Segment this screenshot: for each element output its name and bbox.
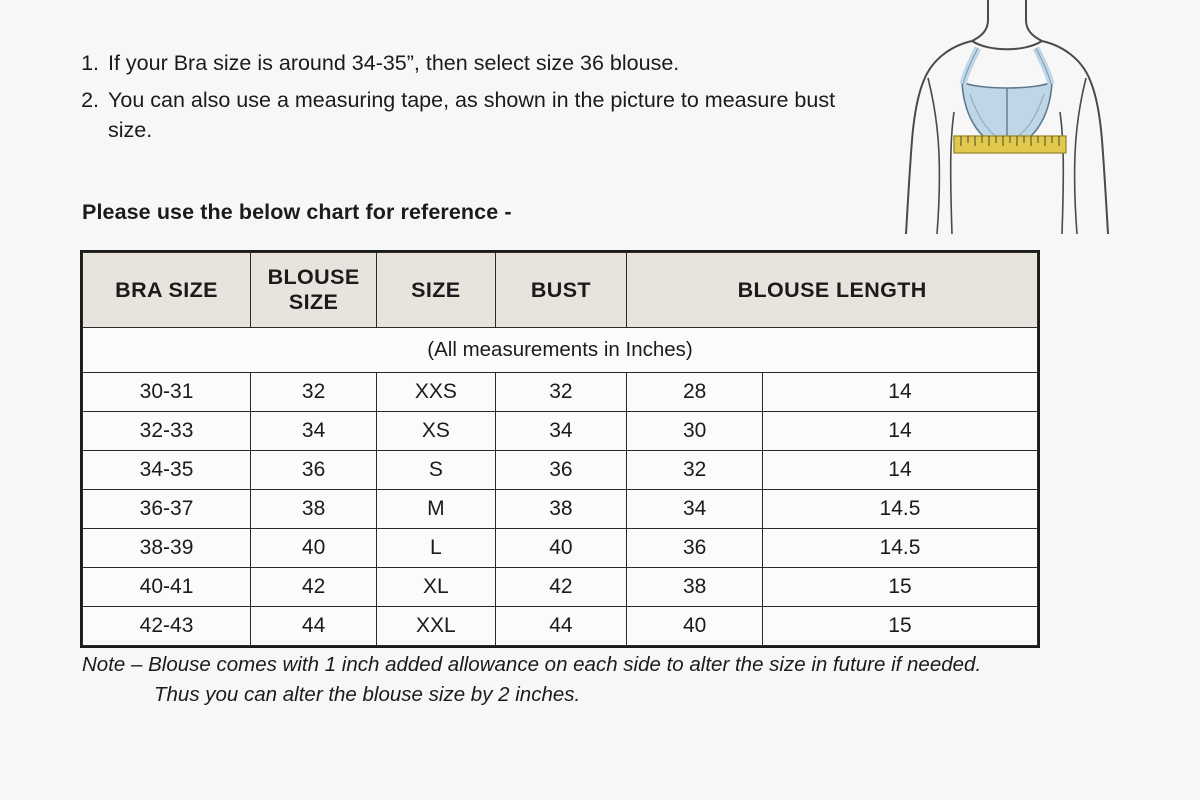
column-header-size: SIZE: [377, 253, 495, 328]
column-header-blouse-size: BLOUSE SIZE: [251, 253, 377, 328]
column-header-blouse-length: BLOUSE LENGTH: [627, 253, 1038, 328]
cell-blouse-size: 34: [251, 412, 377, 451]
list-item-number: 1.: [81, 51, 99, 75]
cell-bra-size: 34-35: [83, 451, 251, 490]
cell-size: L: [377, 529, 495, 568]
cell-bra-size: 32-33: [83, 412, 251, 451]
column-header-bra-size: BRA SIZE: [83, 253, 251, 328]
cell-blouse-length: 14: [762, 373, 1037, 412]
cell-bust-size: 34: [495, 412, 627, 451]
table-units-row: [83, 328, 1038, 373]
cell-blouse-length: 15: [762, 568, 1037, 607]
table-body: [83, 328, 1038, 646]
cell-blouse-size: 42: [251, 568, 377, 607]
cell-bust: 32: [627, 451, 763, 490]
cell-bust: 34: [627, 490, 763, 529]
cell-blouse-size: 40: [251, 529, 377, 568]
cell-blouse-size: 44: [251, 607, 377, 646]
cell-size: S: [377, 451, 495, 490]
table-row: [83, 412, 1038, 451]
cell-bra-size: 30-31: [83, 373, 251, 412]
table-row: [83, 529, 1038, 568]
cell-size: XL: [377, 568, 495, 607]
list-item-text: You can also use a measuring tape, as shown in the picture to measure bust size.: [108, 87, 836, 143]
cell-bust-size: 42: [495, 568, 627, 607]
cell-bra-size: 40-41: [83, 568, 251, 607]
cell-blouse-length: 14.5: [762, 490, 1037, 529]
cell-bust: 38: [627, 568, 763, 607]
cell-bust: 40: [627, 607, 763, 646]
table-row: [83, 568, 1038, 607]
size-chart-table: [82, 252, 1038, 646]
list-item: [78, 48, 868, 79]
table-row: [83, 490, 1038, 529]
units-label: (All measurements in Inches): [83, 328, 1038, 373]
cell-bra-size: 36-37: [83, 490, 251, 529]
table-row: [83, 451, 1038, 490]
note-line-1: Note – Blouse comes with 1 inch added allowance on each side to alter the size in future if needed.: [82, 653, 982, 676]
column-header-bust: BUST: [495, 253, 627, 328]
torso-illustration-svg: [892, 0, 1122, 244]
measuring-tape-icon: [954, 136, 1066, 153]
table-row: [83, 373, 1038, 412]
cell-bust: 28: [627, 373, 763, 412]
cell-blouse-size: 38: [251, 490, 377, 529]
instructions-list: [78, 48, 868, 152]
torso-with-measuring-tape-icon: [892, 0, 1122, 239]
table-row: [83, 607, 1038, 646]
cell-size: M: [377, 490, 495, 529]
cell-blouse-size: 36: [251, 451, 377, 490]
cell-size: XXS: [377, 373, 495, 412]
cell-bust-size: 44: [495, 607, 627, 646]
table-header: [83, 253, 1038, 328]
cell-blouse-length: 15: [762, 607, 1037, 646]
size-chart-table-container: [80, 250, 1040, 648]
cell-blouse-length: 14: [762, 412, 1037, 451]
cell-bust: 30: [627, 412, 763, 451]
list-item: [78, 85, 868, 146]
cell-bust-size: 32: [495, 373, 627, 412]
cell-bra-size: 42-43: [83, 607, 251, 646]
list-item-text: If your Bra size is around 34-35”, then select size 36 blouse.: [108, 51, 680, 75]
cell-blouse-length: 14.5: [762, 529, 1037, 568]
cell-blouse-length: 14: [762, 451, 1037, 490]
cell-size: XS: [377, 412, 495, 451]
cell-bra-size: 38-39: [83, 529, 251, 568]
cell-blouse-size: 32: [251, 373, 377, 412]
table-header-row: [83, 253, 1038, 328]
cell-bust-size: 40: [495, 529, 627, 568]
cell-bust-size: 38: [495, 490, 627, 529]
note-line-2: Thus you can alter the blouse size by 2 inches.: [154, 682, 581, 706]
list-item-number: 2.: [81, 87, 99, 112]
cell-bust-size: 36: [495, 451, 627, 490]
note-text: [82, 650, 1092, 709]
cell-bust: 36: [627, 529, 763, 568]
cell-size: XXL: [377, 607, 495, 646]
reference-heading: Please use the below chart for reference -: [82, 200, 512, 224]
